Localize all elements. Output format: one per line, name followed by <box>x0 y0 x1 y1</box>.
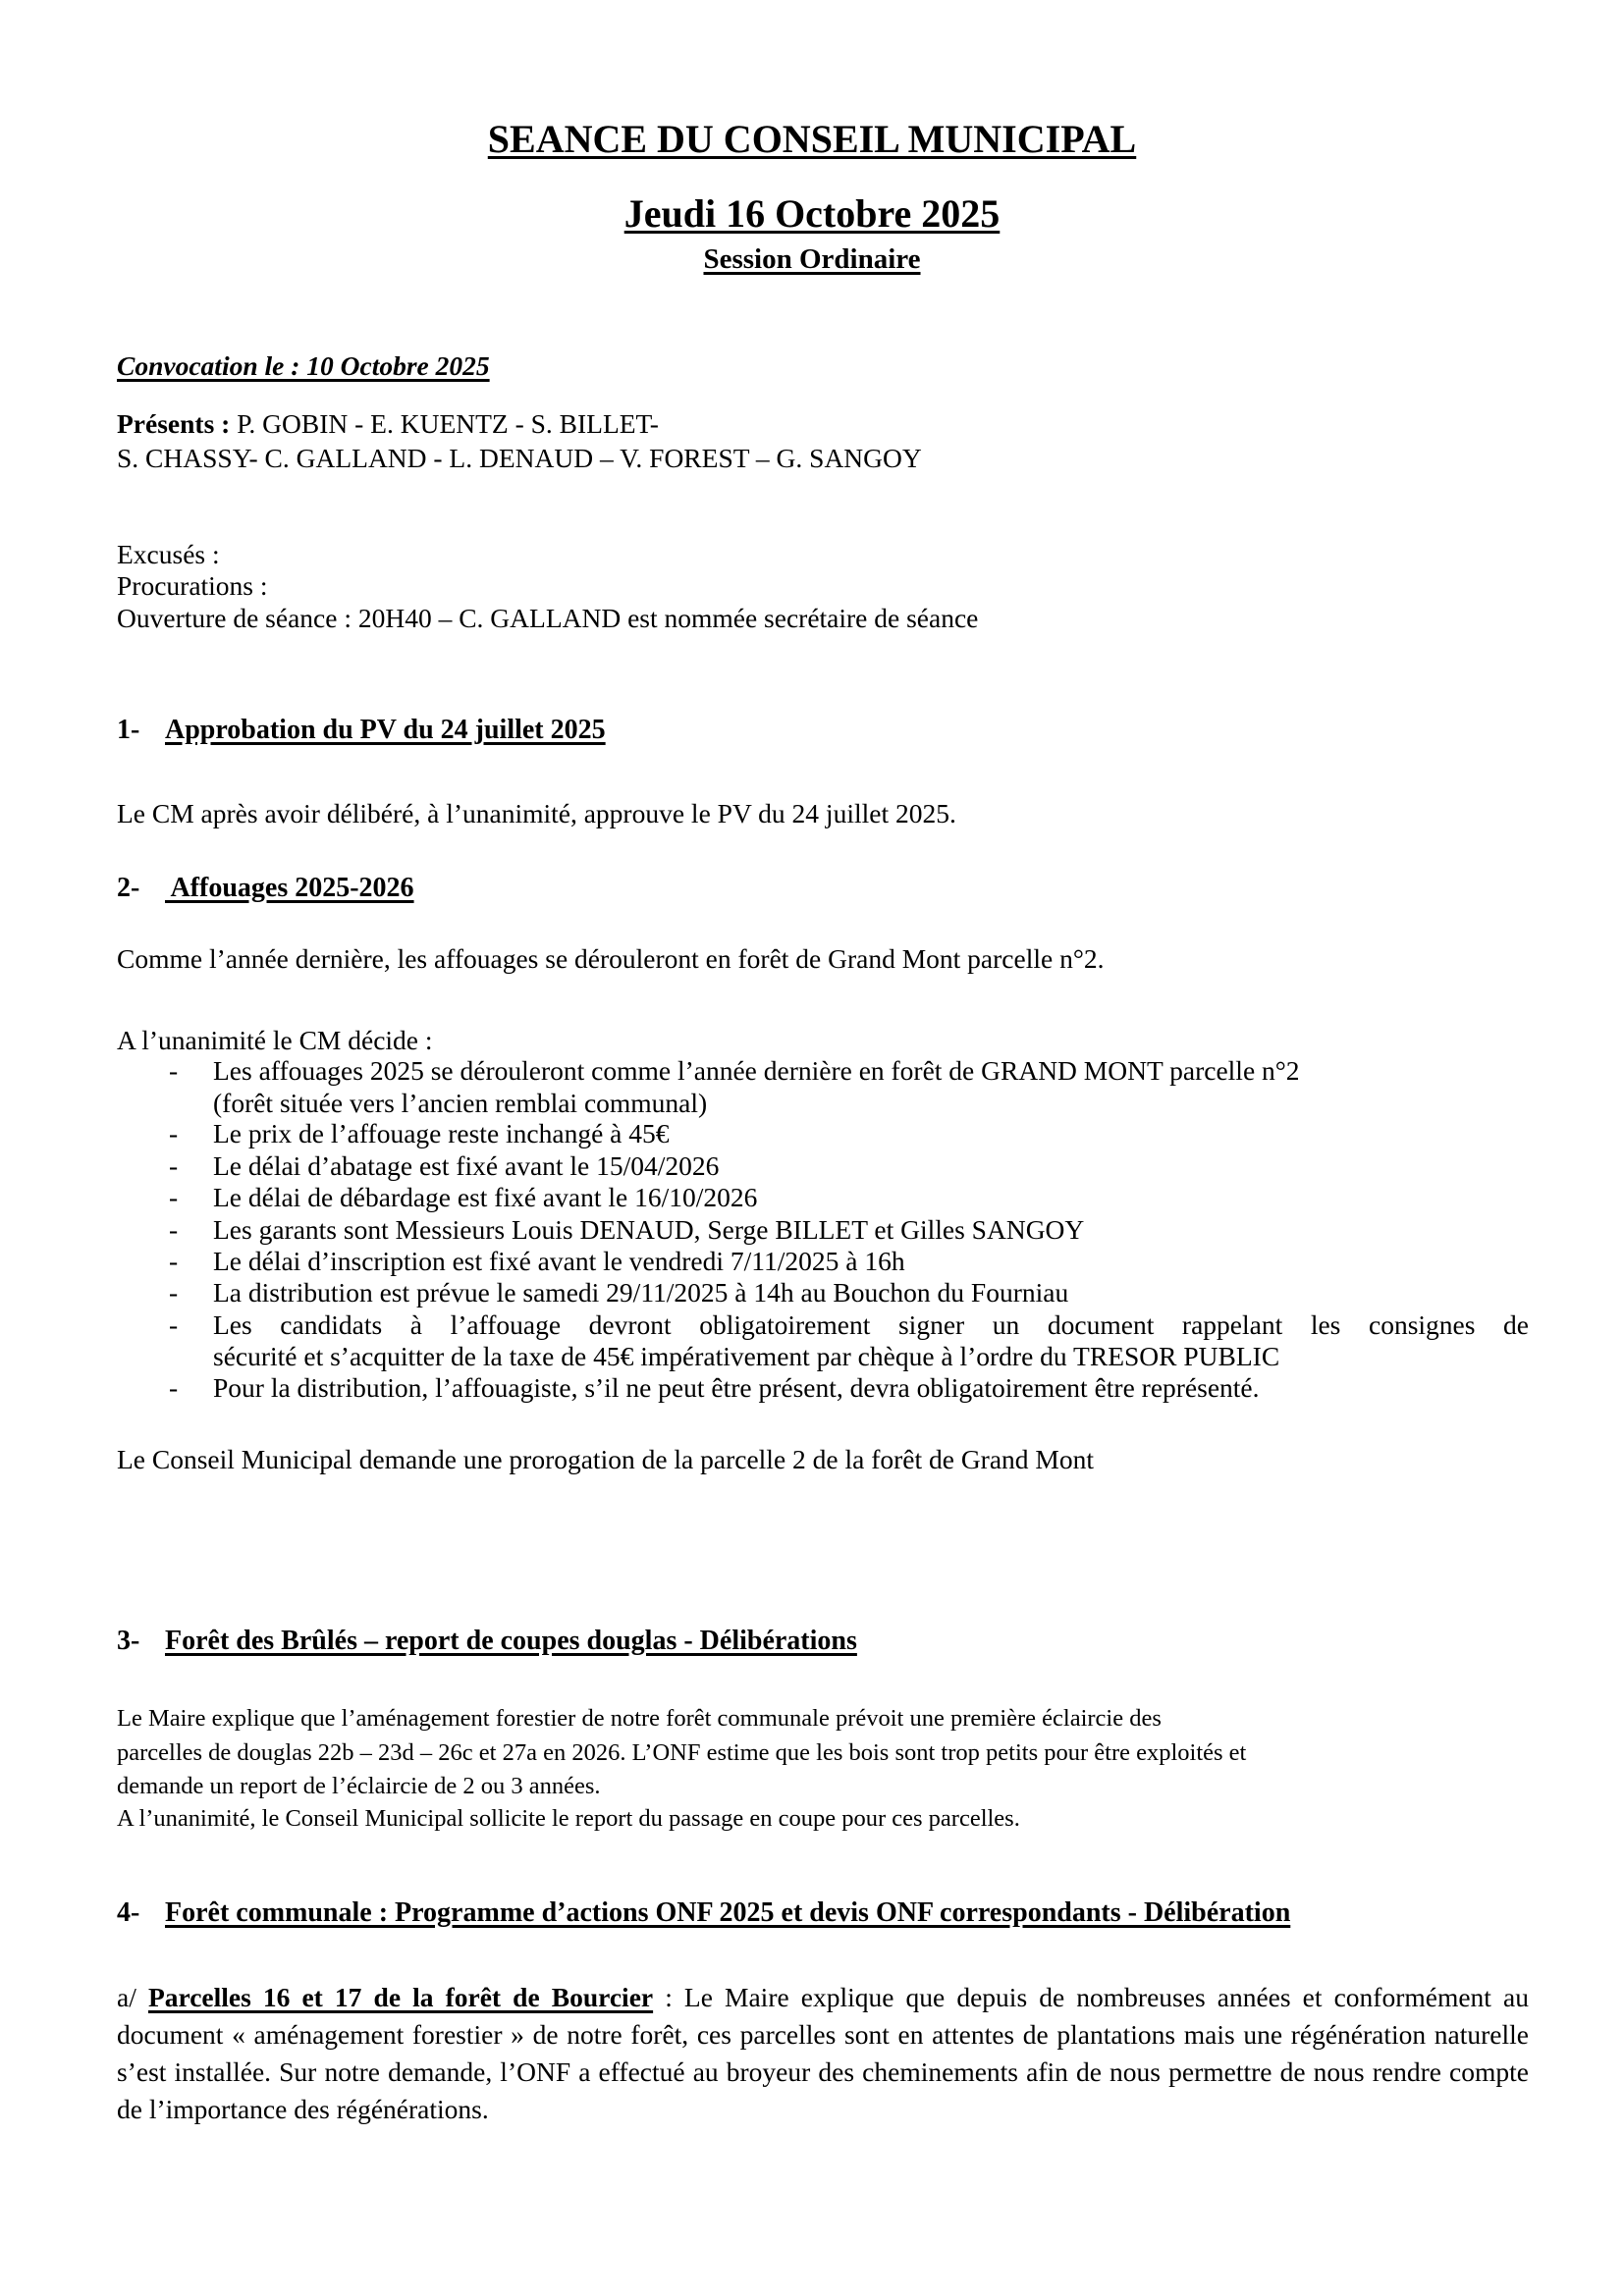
dash-bullet-icon: - <box>169 1118 179 1148</box>
list-item-text: Le délai d’abatage est fixé avant le 15/04/2026 <box>213 1150 720 1181</box>
section-3-heading <box>117 1626 857 1657</box>
section-2-heading <box>117 873 414 904</box>
section-2-closing: Le Conseil Municipal demande une prorogation de la parcelle 2 de la forêt de Grand Mont <box>117 1444 1095 1474</box>
section-3-body-line: demande un report de l’éclaircie de 2 ou 3 années. <box>117 1773 601 1799</box>
section-2-intro: Comme l’année dernière, les affouages se dérouleront en forêt de Grand Mont parcelle n°2. <box>117 943 1105 974</box>
dash-bullet-icon: - <box>169 1150 179 1181</box>
list-item-text: Le délai d’inscription est fixé avant le vendredi 7/11/2025 à 16h <box>213 1246 905 1276</box>
dash-bullet-icon: - <box>169 1182 179 1212</box>
session-type-wrap <box>0 243 1624 276</box>
dash-bullet-icon: - <box>169 1309 179 1340</box>
list-item-text: (forêt située vers l’ancien remblai communal) <box>213 1088 708 1118</box>
subsection-label: Parcelles 16 et 17 de la forêt de Bourcier <box>147 1982 654 2012</box>
section-3-body-line: Le Maire explique que l’aménagement forestier de notre forêt communale prévoit une première éclaircie des <box>117 1705 1162 1732</box>
section-4-heading <box>117 1897 1290 1929</box>
meeting-date-wrap <box>0 190 1624 237</box>
convocation-date <box>117 349 490 383</box>
list-item-text: Le prix de l’affouage reste inchangé à 45€ <box>213 1118 670 1148</box>
section-3-body-line: parcelles de douglas 22b – 23d – 26c et 27a en 2026. L’ONF estime que les bois sont trop petits pour être exploités et <box>117 1739 1247 1766</box>
dash-bullet-icon: - <box>169 1246 179 1276</box>
list-item-text: Pour la distribution, l’affouagiste, s’il ne peut être présent, devra obligatoirement être représenté. <box>213 1372 1260 1403</box>
section-title: Forêt des Brûlés – report de coupes douglas - Délibérations <box>165 1626 857 1656</box>
section-number: 1- <box>117 715 140 745</box>
section-4-subsection-a <box>117 1979 1529 2128</box>
section-number: 4- <box>117 1897 140 1928</box>
presents-label: Présents : <box>117 408 231 439</box>
session-type: Session Ordinaire <box>703 243 921 275</box>
presents-line-2: S. CHASSY- C. GALLAND - L. DENAUD – V. FOREST – G. SANGOY <box>117 443 922 473</box>
subsection-prefix: a/ <box>117 1982 148 2012</box>
section-3-body-line: A l’unanimité, le Conseil Municipal sollicite le report du passage en coupe pour ces parcelles. <box>117 1805 1020 1832</box>
convocation-text: Convocation le : 10 Octobre 2025 <box>117 350 490 381</box>
dash-bullet-icon: - <box>169 1277 179 1308</box>
section-title: Forêt communale : Programme d’actions ONF 2025 et devis ONF correspondants - Délibération <box>165 1897 1291 1928</box>
list-item-text: Le délai de débardage est fixé avant le 16/10/2026 <box>213 1182 758 1212</box>
list-item-text: Les candidats à l’affouage devront obligatoirement signer un document rappelant les consignes de <box>213 1309 1529 1340</box>
opening-line: Ouverture de séance : 20H40 – C. GALLAND est nommée secrétaire de séance <box>117 603 979 633</box>
meeting-date: Jeudi 16 Octobre 2025 <box>623 191 1001 236</box>
list-item-text: Les garants sont Messieurs Louis DENAUD, Serge BILLET et Gilles SANGOY <box>213 1214 1085 1245</box>
section-1-heading <box>117 715 606 746</box>
presents-names-1: P. GOBIN - E. KUENTZ - S. BILLET- <box>230 408 659 439</box>
section-title: Affouages 2025-2026 <box>165 873 414 903</box>
section-title: Approbation du PV du 24 juillet 2025 <box>165 715 606 745</box>
section-number: 2- <box>117 873 140 903</box>
list-item-text: sécurité et s’acquitter de la taxe de 45€ impérativement par chèque à l’ordre du TRESOR PUBLIC <box>213 1341 1280 1371</box>
dash-bullet-icon: - <box>169 1214 179 1245</box>
excuses-line: Excusés : <box>117 539 220 569</box>
section-1-body: Le CM après avoir délibéré, à l’unanimité, approuve le PV du 24 juillet 2025. <box>117 798 956 828</box>
dash-bullet-icon: - <box>169 1055 179 1086</box>
section-2-decision-lead: A l’unanimité le CM décide : <box>117 1025 433 1055</box>
subsection-text: : Le Maire explique que depuis de nombreuses années et conformément au document « aménagement forestier » de notre forêt, ces parcelles sont en attentes de plantations mais une régénération naturelle s’est installée. Sur notre demande, l’ONF a effectué au broyeur des cheminements afin de nous permettre de nous rendre compte de l’importance des régénérations. <box>117 1982 1529 2124</box>
section-number: 3- <box>117 1626 140 1656</box>
list-item-text: La distribution est prévue le samedi 29/11/2025 à 14h au Bouchon du Fourniau <box>213 1277 1069 1308</box>
list-item-text: Les affouages 2025 se dérouleront comme l’année dernière en forêt de GRAND MONT parcelle n°2 <box>213 1055 1300 1086</box>
procurations-line: Procurations : <box>117 570 268 601</box>
dash-bullet-icon: - <box>169 1372 179 1403</box>
presents-line-1 <box>117 407 659 441</box>
document-title-wrap <box>0 116 1624 162</box>
document-title: SEANCE DU CONSEIL MUNICIPAL <box>487 117 1137 161</box>
